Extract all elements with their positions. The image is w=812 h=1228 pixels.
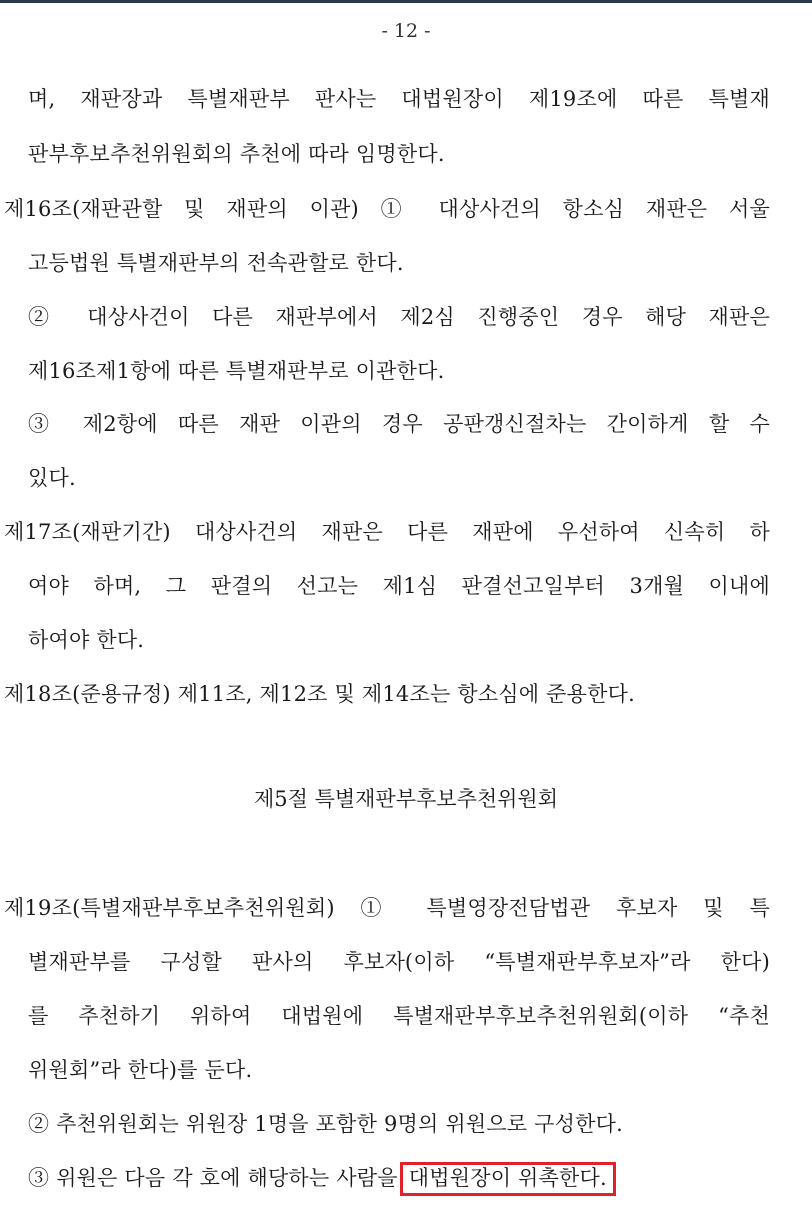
text-line-last [28,1163,616,1193]
article-16-heading: 제16조(재판관할 및 재판의 이관) ① 대상사건의 항소심 재판은 서울 [4,197,770,221]
text-line: 제16조제1항에 따른 특별재판부로 이관한다. [28,359,445,383]
text-line: ③ 제2항에 따른 재판 이관의 경우 공판갱신절차는 간이하게 할 수 [28,412,770,436]
top-rule [0,0,812,3]
last-line-text: ③ 위원은 다음 각 호에 해당하는 사람을 [28,1166,398,1190]
highlighted-text-box: 대법원장이 위촉한다. [400,1162,616,1196]
text-line: 판부후보추천위원회의 추천에 따라 임명한다. [28,142,445,166]
article-19-heading: 제19조(특별재판부후보추천위원회) ① 특별영장전담법관 후보자 및 특 [4,896,770,920]
text-line: 고등법원 특별재판부의 전속관할로 한다. [28,251,404,275]
text-line: 위원회”라 한다)를 둔다. [28,1058,253,1082]
page-number: - 12 - [381,20,431,42]
article-18-heading: 제18조(준용규정) 제11조, 제12조 및 제14조는 항소심에 준용한다. [4,682,635,706]
section-title: 제5절 특별재판부후보추천위원회 [253,787,559,811]
article-17-heading: 제17조(재판기간) 대상사건의 재판은 다른 재판에 우선하여 신속히 하 [4,520,770,544]
text-line: 여야 하며, 그 판결의 선고는 제1심 판결선고일부터 3개월 이내에 [28,574,770,598]
text-line: 있다. [28,466,76,490]
text-line: ② 대상사건이 다른 재판부에서 제2심 진행중인 경우 해당 재판은 [28,305,770,329]
text-line: 별재판부를 구성할 판사의 후보자(이하 “특별재판부후보자”라 한다) [28,950,770,974]
text-line: 를 추천하기 위하여 대법원에 특별재판부후보추천위원회(이하 “추천 [28,1004,770,1028]
text-line: 하여야 한다. [28,628,145,652]
text-line: ② 추천위원회는 위원장 1명을 포함한 9명의 위원으로 구성한다. [28,1112,623,1136]
text-line: 며, 재판장과 특별재판부 판사는 대법원장이 제19조에 따른 특별재 [28,87,770,111]
